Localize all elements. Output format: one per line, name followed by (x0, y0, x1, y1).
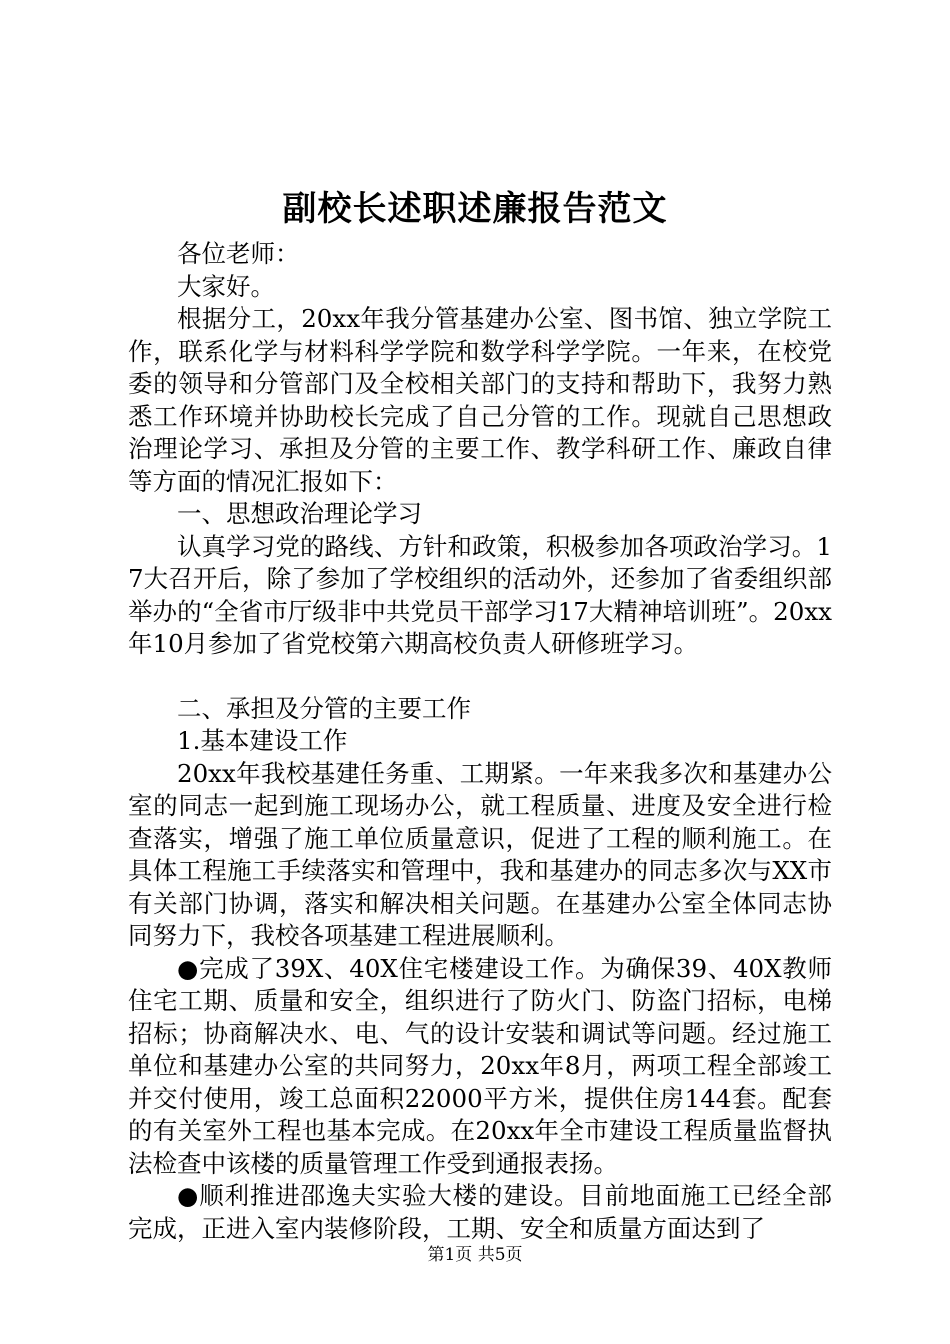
paragraph-gap (128, 661, 832, 693)
document-title: 副校长述职述廉报告范文 (282, 189, 668, 229)
section2-heading: 二、承担及分管的主要工作 (177, 693, 471, 723)
salutation: 大家好。 (177, 271, 275, 301)
bullet-item-1: ●完成了39X、40X住宅楼建设工作。为确保39、40X教师住宅工期、质量和安全，组织进行了防火门、防盗门招标，电梯招标；协商解决水、电、气的设计安装和调试等问题。经过施工单位和基建办公室的共同努力，20xx年8月，两项工程全部竣工并交付使用，竣工总面积22000平方米，提供住房144套。配套的有关室外工程也基本完成。在20xx年全市建设工程质量监督执法检查中该楼的质量管理工作受到通报表扬。 (128, 953, 832, 1178)
intro-paragraph: 根据分工，20xx年我分管基建办公室、图书馆、独立学院工作，联系化学与材料科学学院和数学科学学院。一年来，在校党委的领导和分管部门及全校相关部门的支持和帮助下，我努力熟悉工作环境并协助校长完成了自己分管的工作。现就自己思想政治理论学习、承担及分管的主要工作、教学科研工作、廉政自律等方面的情况汇报如下： (128, 304, 832, 496)
subsection1-paragraph: 20xx年我校基建任务重、工期紧。一年来我多次和基建办公室的同志一起到施工现场办公，就工程质量、进度及安全进行检查落实，增强了施工单位质量意识，促进了工程的顺利施工。在具体工程施工手续落实和管理中，我和基建办的同志多次与XX市有关部门协调，落实和解决相关问题。在基建办公室全体同志协同努力下，我校各项基建工程进展顺利。 (128, 758, 832, 950)
page-footer: 第1页 共5页 (427, 1245, 523, 1265)
greeting: 各位老师： (177, 239, 300, 268)
subsection1-heading: 1.基本建设工作 (177, 726, 348, 755)
bullet-item-2: ●顺利推进邵逸夫实验大楼的建设。目前地面施工已经全部完成，正进入室内装修阶段，工期、安全和质量方面达到了 (128, 1181, 832, 1243)
document-body (128, 238, 832, 1245)
section1-heading: 一、思想政治理论学习 (177, 499, 422, 528)
section1-paragraph: 认真学习党的路线、方针和政策，积极参加各项政治学习。17大召开后，除了参加了学校组织的活动外，还参加了省委组织部举办的“全省市厅级非中共党员干部学习17大精神培训班”。20xx年10月参加了省党校第六期高校负责人研修班学习。 (128, 531, 832, 658)
